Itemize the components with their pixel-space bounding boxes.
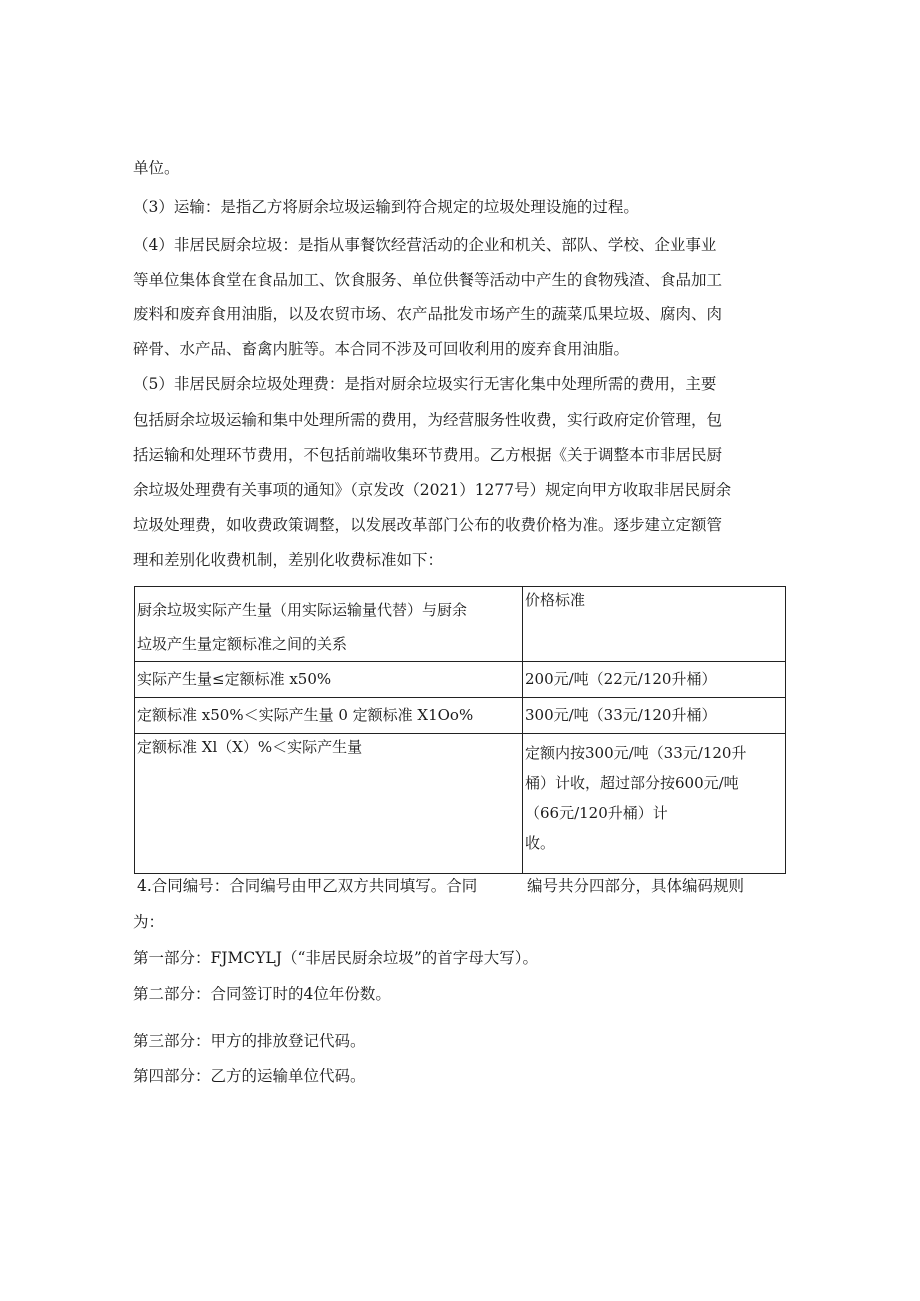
contract-part-2: 第二部分：合同签订时的4位年份数。 (133, 985, 391, 1003)
paragraph-5-line-5: 垃圾处理费，如收费政策调整，以发展改革部门公布的收费价格为准。逐步建立定额管 (133, 516, 723, 534)
row3-left (135, 734, 523, 874)
paragraph-5-line-6: 理和差别化收费机制，差别化收费标准如下： (133, 551, 444, 569)
header-right-text: 价格标准 (525, 591, 586, 609)
table-header-right (523, 587, 786, 662)
row3-right-line-3: （66元/120升桶）计 (525, 804, 668, 822)
contract-part-1: 第一部分：FJMCYLJ（“非居民厨余垃圾”的首字母大写）。 (133, 949, 539, 967)
row2-right: 300元/吨（33元/120升桶） (523, 698, 786, 734)
contract-part-3: 第三部分：甲方的排放登记代码。 (133, 1032, 366, 1050)
row1-left: 实际产生量≤定额标准 x50% (135, 662, 523, 698)
fee-standard-table (134, 586, 786, 874)
row1-right: 200元/吨（22元/120升桶） (523, 662, 786, 698)
table-row (135, 698, 786, 734)
table-row (135, 662, 786, 698)
header-left-line-2: 垃圾产生量定额标准之间的关系 (137, 635, 348, 653)
paragraph-5-line-1: （5）非居民厨余垃圾处理费：是指对厨余垃圾实行无害化集中处理所需的费用，主要 (133, 375, 717, 393)
contract-part-4: 第四部分：乙方的运输单位代码。 (133, 1067, 366, 1085)
paragraph-5-line-4: 余垃圾处理费有关事项的通知》（京发改（2021）1277号）规定向甲方收取非居民厨余 (133, 481, 732, 499)
row3-right (523, 734, 786, 874)
header-left-line-1: 厨余垃圾实际产生量（用实际运输量代替）与厨余 (137, 601, 468, 619)
table-row (135, 734, 786, 874)
paragraph-5-line-2: 包括厨余垃圾运输和集中处理所需的费用，为经营服务性收费，实行政府定价管理，包 (133, 411, 723, 429)
paragraph-4-line-3: 废料和废弃食用油脂，以及农贸市场、农产品批发市场产生的蔬菜瓜果垃圾、腐肉、肉 (133, 305, 723, 323)
table-header-left (135, 587, 523, 662)
row3-right-line-1: 定额内按300元/吨（33元/120升 (525, 744, 747, 762)
paragraph-3: （3）运输：是指乙方将厨余垃圾运输到符合规定的垃圾处理设施的过程。 (133, 198, 639, 216)
row3-right-line-4: 收。 (525, 834, 556, 852)
paragraph-4-line-2: 等单位集体食堂在食品加工、饮食服务、单位供餐等活动中产生的食物残渣、食品加工 (133, 271, 723, 289)
contract-number-line-2: 为： (133, 913, 165, 931)
row3-left-text: 定额标准 Xl（X）%＜实际产生量 (137, 738, 363, 756)
row3-right-line-2: 桶）计收，超过部分按600元/吨 (525, 774, 739, 792)
contract-number-line-1-left: 4.合同编号：合同编号由甲乙双方共同填写。合同 (137, 877, 478, 895)
paragraph-line: 单位。 (133, 159, 180, 177)
table-header-row (135, 587, 786, 662)
contract-number-line-1-right: 编号共分四部分，具体编码规则 (527, 877, 745, 895)
paragraph-4-line-1: （4）非居民厨余垃圾：是指从事餐饮经营活动的企业和机关、部队、学校、企业事业 (133, 236, 717, 254)
paragraph-5-line-3: 括运输和处理环节费用，不包括前端收集环节费用。乙方根据《关于调整本市非居民厨 (133, 446, 723, 464)
paragraph-4-line-4: 碎骨、水产品、畜禽内脏等。本合同不涉及可回收利用的废弃食用油脂。 (133, 340, 630, 358)
row2-left: 定额标准 x50%＜实际产生量 0 定额标准 X1Oo% (135, 698, 523, 734)
